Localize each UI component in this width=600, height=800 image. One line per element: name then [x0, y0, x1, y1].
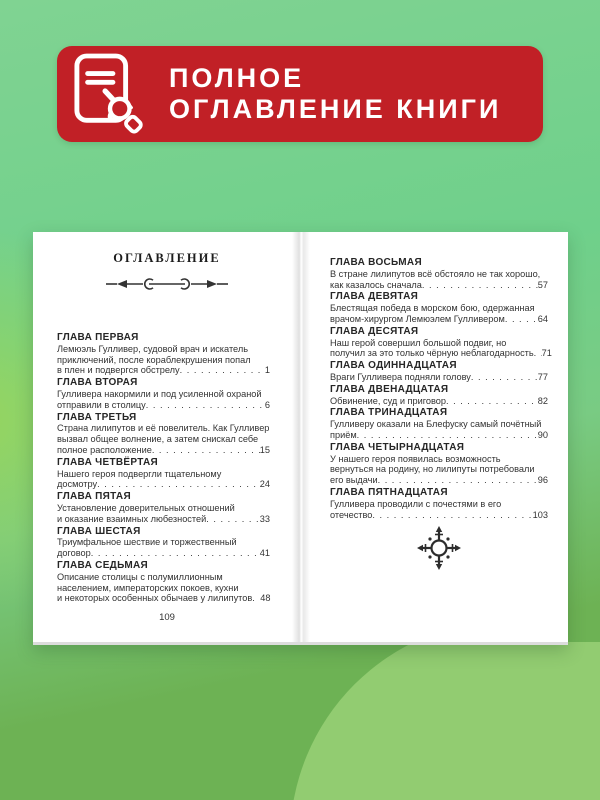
- toc-entry-chapter: ГЛАВА ПЯТНАДЦАТАЯ: [330, 486, 448, 498]
- toc-entry-line: Нашего героя подвергли тщательному: [57, 468, 222, 479]
- toc-entry-line: В стране лилипутов всё обстояло не так хорошо,: [330, 268, 541, 279]
- toc-entry: [57, 527, 270, 559]
- dot-leader: [422, 280, 538, 291]
- toc-entry-lastline: [330, 510, 548, 521]
- toc-entry-line: отправили в столицу: [57, 399, 146, 410]
- toc-entry-lastline: [57, 593, 270, 604]
- toc-entry: [330, 325, 552, 359]
- toc-entry-page: 82: [537, 395, 548, 406]
- toc-entry-lastline: [330, 348, 552, 359]
- banner-title-line1: ПОЛНОЕ: [169, 63, 305, 93]
- book-gutter: [292, 232, 310, 642]
- dot-leader: [372, 510, 532, 521]
- toc-entry-line: Блестящая победа в морском бою, одержанная: [330, 303, 535, 314]
- dot-leader: [206, 514, 260, 525]
- toc-entry-line: врачом-хирургом Лемюэлем Гулливером: [330, 313, 505, 324]
- book-click-icon: [73, 53, 149, 135]
- toc-entry-lastline: [330, 430, 548, 441]
- toc-entry-line: договор: [57, 548, 91, 559]
- dot-leader: [97, 479, 260, 490]
- toc-entry-chapter: ГЛАВА ПЯТАЯ: [57, 491, 131, 503]
- toc-entry-page: 103: [532, 509, 548, 520]
- toc-entry-page: 71: [541, 348, 552, 359]
- toc-entry: [330, 385, 548, 407]
- toc-entry-line: Страна лилипутов и её повелитель. Как Гулливер: [57, 423, 270, 434]
- toc-entry-chapter: ГЛАВА ДЕСЯТАЯ: [330, 325, 419, 337]
- background-arc-shape: [290, 642, 600, 800]
- toc-entry-line: Описание столицы с полумиллионным: [57, 571, 223, 582]
- dot-leader: [91, 548, 260, 559]
- toc-entry-lastline: [330, 280, 548, 291]
- toc-entry-line: Враги Гулливера подняли голову: [330, 371, 471, 382]
- page-number: 109: [159, 612, 175, 623]
- toc-entry-page: 33: [259, 513, 270, 524]
- toc-entry-page: 41: [259, 548, 270, 559]
- toc-entry-line: и некоторых особенных обычаев у лилипутов: [57, 593, 253, 604]
- toc-entry-line: вернуться на родину, но лилипуты потребовали: [330, 464, 535, 475]
- compass-ornament-icon: [417, 526, 461, 570]
- toc-entry-line: населением, императорских покоев, кухни: [57, 582, 239, 593]
- toc-entry-page: 96: [537, 475, 548, 486]
- toc-entry-chapter: ГЛАВА ОДИННАДЦАТАЯ: [330, 360, 457, 372]
- toc-entry-lastline: [330, 475, 548, 486]
- toc-entry: [330, 361, 548, 383]
- toc-entry-chapter: ГЛАВА ДЕВЯТАЯ: [330, 291, 419, 303]
- toc-entry-chapter: ГЛАВА ДВЕНАДЦАТАЯ: [330, 383, 449, 395]
- toc-entry-chapter: ГЛАВА ТРИНАДЦАТАЯ: [330, 407, 448, 419]
- banner-title: [169, 63, 501, 125]
- toc-entry: [57, 561, 270, 604]
- toc-entry-line: приключений, после кораблекрушения попал: [57, 354, 251, 365]
- toc-entry: [330, 408, 548, 440]
- toc-entry: [330, 443, 548, 486]
- toc-entry: [57, 333, 270, 376]
- banner-title-line2: ОГЛАВЛЕНИЕ КНИГИ: [169, 94, 502, 124]
- toc-entry-line: в плен и подвергся обстрелу: [57, 365, 180, 376]
- book-spread: [33, 232, 568, 645]
- toc-entry-line: Гулливера проводили с почестями в его: [330, 498, 502, 509]
- dot-leader: [252, 593, 260, 604]
- toc-entry-lastline: [57, 445, 270, 456]
- dot-leader: [180, 365, 265, 376]
- toc-entry-page: 57: [537, 279, 548, 290]
- dot-leader: [146, 400, 265, 411]
- toc-entry-chapter: ГЛАВА ПЕРВАЯ: [57, 332, 139, 343]
- toc-entry-line: приём: [330, 429, 357, 440]
- toc-entry-line: Обвинение, суд и приговор: [330, 395, 446, 406]
- toc-entry-chapter: ГЛАВА ТРЕТЬЯ: [57, 411, 137, 423]
- toc-entry-line: получил за это только чёрную неблагодарность: [330, 348, 534, 359]
- toc-entry: [57, 458, 270, 490]
- toc-entry-chapter: ГЛАВА ШЕСТАЯ: [57, 525, 141, 537]
- toc-entry-line: отечество: [330, 509, 373, 520]
- toc-entry: [57, 492, 270, 524]
- dot-leader: [357, 430, 538, 441]
- toc-entry: [57, 413, 270, 456]
- toc-entry: [330, 258, 548, 290]
- toc-entry-lastline: [57, 514, 270, 525]
- banner: [57, 46, 543, 142]
- toc-entry-line: Наш герой совершил большой подвиг, но: [330, 337, 507, 348]
- toc-entry-line: вызвал общее волнение, а затем снискал себе: [57, 434, 259, 445]
- toc-entry: [57, 378, 270, 410]
- dot-leader: [505, 314, 538, 325]
- toc-left-page-entries: [57, 333, 270, 604]
- toc-entry-lastline: [57, 479, 270, 490]
- background-bottom-band: [0, 642, 600, 800]
- toc-entry-line: Гулливеру оказали на Блефуску самый почётный: [330, 419, 542, 430]
- toc-entry-lastline: [57, 365, 270, 376]
- toc-entry-chapter: ГЛАВА ЧЕТЫРНАДЦАТАЯ: [330, 441, 465, 453]
- dot-leader: [378, 475, 538, 486]
- dot-leader: [446, 396, 538, 407]
- divider-ornament-icon: [105, 276, 229, 292]
- toc-entry-line: его выдачи: [330, 475, 378, 486]
- toc-entry: [330, 292, 548, 324]
- toc-entry-page: 1: [264, 365, 270, 376]
- toc-entry-lastline: [57, 548, 270, 559]
- toc-entry-line: полное расположение: [57, 444, 152, 455]
- dot-leader: [534, 348, 542, 359]
- toc-entry-line: Установление доверительных отношений: [57, 502, 235, 513]
- toc-entry-line: как казалось сначала: [330, 279, 422, 290]
- toc-right-page-entries: [330, 257, 552, 520]
- toc-entry-chapter: ГЛАВА СЕДЬМАЯ: [57, 559, 148, 571]
- toc-entry-page: 90: [537, 429, 548, 440]
- toc-entry-page: 15: [259, 444, 270, 455]
- toc-entry-page: 77: [537, 371, 548, 382]
- toc-entry-chapter: ГЛАВА ЧЕТВЁРТАЯ: [57, 456, 159, 468]
- toc-entry-line: и оказание взаимных любезностей: [57, 513, 207, 524]
- toc-entry-line: Триумфальное шествие и торжественный: [57, 537, 237, 548]
- toc-entry-line: Гулливера накормили и под усиленной охраной: [57, 388, 262, 399]
- toc-entry-line: досмотру: [57, 479, 98, 490]
- toc-entry-line: У нашего героя появилась возможность: [330, 453, 501, 464]
- toc-entry-lastline: [330, 372, 548, 383]
- dot-leader: [471, 372, 538, 383]
- toc-entry: [330, 488, 548, 520]
- toc-entry-chapter: ГЛАВА ВТОРАЯ: [57, 377, 138, 389]
- toc-entry-page: 48: [260, 593, 271, 604]
- toc-entry-lastline: [330, 314, 548, 325]
- toc-entry-line: Лемюэль Гулливер, судовой врач и искатель: [57, 343, 248, 354]
- toc-entry-page: 6: [264, 399, 270, 410]
- toc-entry-chapter: ГЛАВА ВОСЬМАЯ: [330, 257, 422, 268]
- toc-entry-lastline: [330, 396, 548, 407]
- toc-entry-lastline: [57, 400, 270, 411]
- toc-title: ОГЛАВЛЕНИЕ: [113, 251, 221, 265]
- toc-entry-page: 64: [537, 313, 548, 324]
- dot-leader: [152, 445, 260, 456]
- toc-entry-page: 24: [259, 479, 270, 490]
